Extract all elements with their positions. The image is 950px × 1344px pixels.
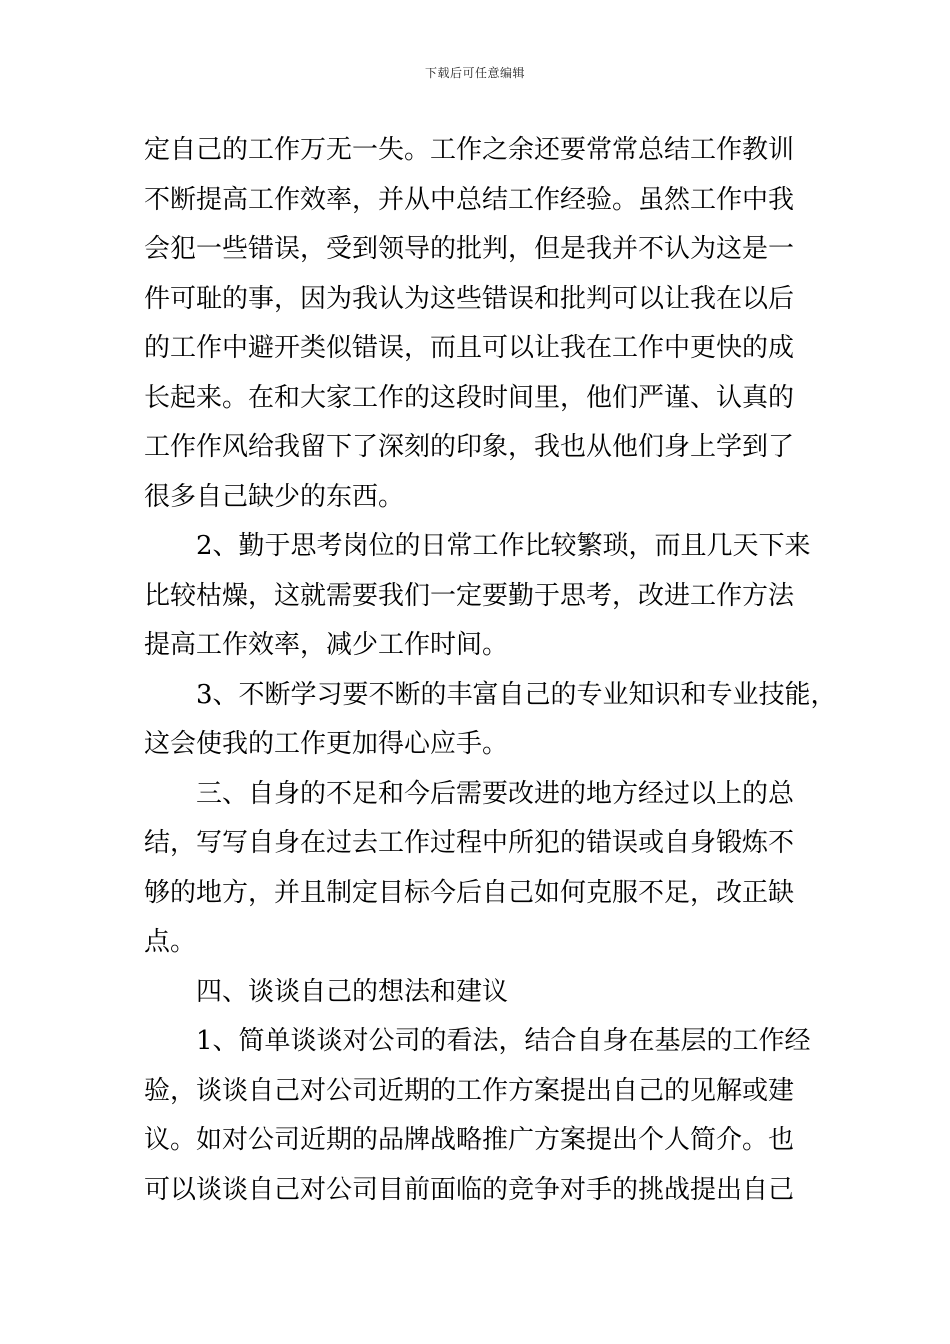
body-line-9: 2、勤于思考岗位的日常工作比较繁琐，而且几天下来 <box>196 531 811 561</box>
body-line-4: 件可耻的事，因为我认为这些错误和批判可以让我在以后 <box>144 283 795 314</box>
body-line-7: 工作作风给我留下了深刻的印象，我也从他们身上学到了 <box>144 432 795 462</box>
document-body <box>144 126 837 1215</box>
body-line-17: 点。 <box>144 927 197 957</box>
body-line-3: 会犯一些错误，受到领导的批判，但是我并不认为这是一 <box>144 234 795 264</box>
body-line-21: 议。如对公司近期的品牌战略推广方案提出个人简介。也 <box>144 1125 795 1155</box>
body-line-2: 不断提高工作效率，并从中总结工作经验。虽然工作中我 <box>144 184 795 215</box>
body-line-19: 1、简单谈谈对公司的看法，结合自身在基层的工作经 <box>196 1026 811 1056</box>
body-line-22: 可以谈谈自己对公司目前面临的竞争对手的挑战提出自己 <box>144 1174 795 1205</box>
body-line-10: 比较枯燥，这就需要我们一定要勤于思考，改进工作方法 <box>144 580 795 611</box>
body-line-20: 验，谈谈自己对公司近期的工作方案提出自己的见解或建 <box>144 1075 795 1106</box>
body-line-8: 很多自己缺少的东西。 <box>144 481 405 512</box>
body-line-1: 定自己的工作万无一失。工作之余还要常常总结工作教训 <box>144 135 795 165</box>
body-line-12: 3、不断学习要不断的丰富自己的专业知识和专业技能， <box>196 679 837 710</box>
body-line-14: 三、自身的不足和今后需要改进的地方经过以上的总 <box>196 778 795 809</box>
body-line-15: 结，写写自身在过去工作过程中所犯的错误或自身锻炼不 <box>144 828 795 858</box>
body-line-6: 长起来。在和大家工作的这段时间里，他们严谨、认真的 <box>144 382 795 413</box>
body-line-11: 提高工作效率，减少工作时间。 <box>144 630 509 660</box>
body-line-18: 四、谈谈自己的想法和建议 <box>196 976 509 1007</box>
body-line-5: 的工作中避开类似错误，而且可以让我在工作中更快的成 <box>144 333 795 363</box>
body-line-13: 这会使我的工作更加得心应手。 <box>144 729 509 759</box>
body-line-16: 够的地方，并且制定目标今后自己如何克服不足，改正缺 <box>144 877 795 908</box>
page-header: 下载后可任意编辑 <box>424 66 525 80</box>
